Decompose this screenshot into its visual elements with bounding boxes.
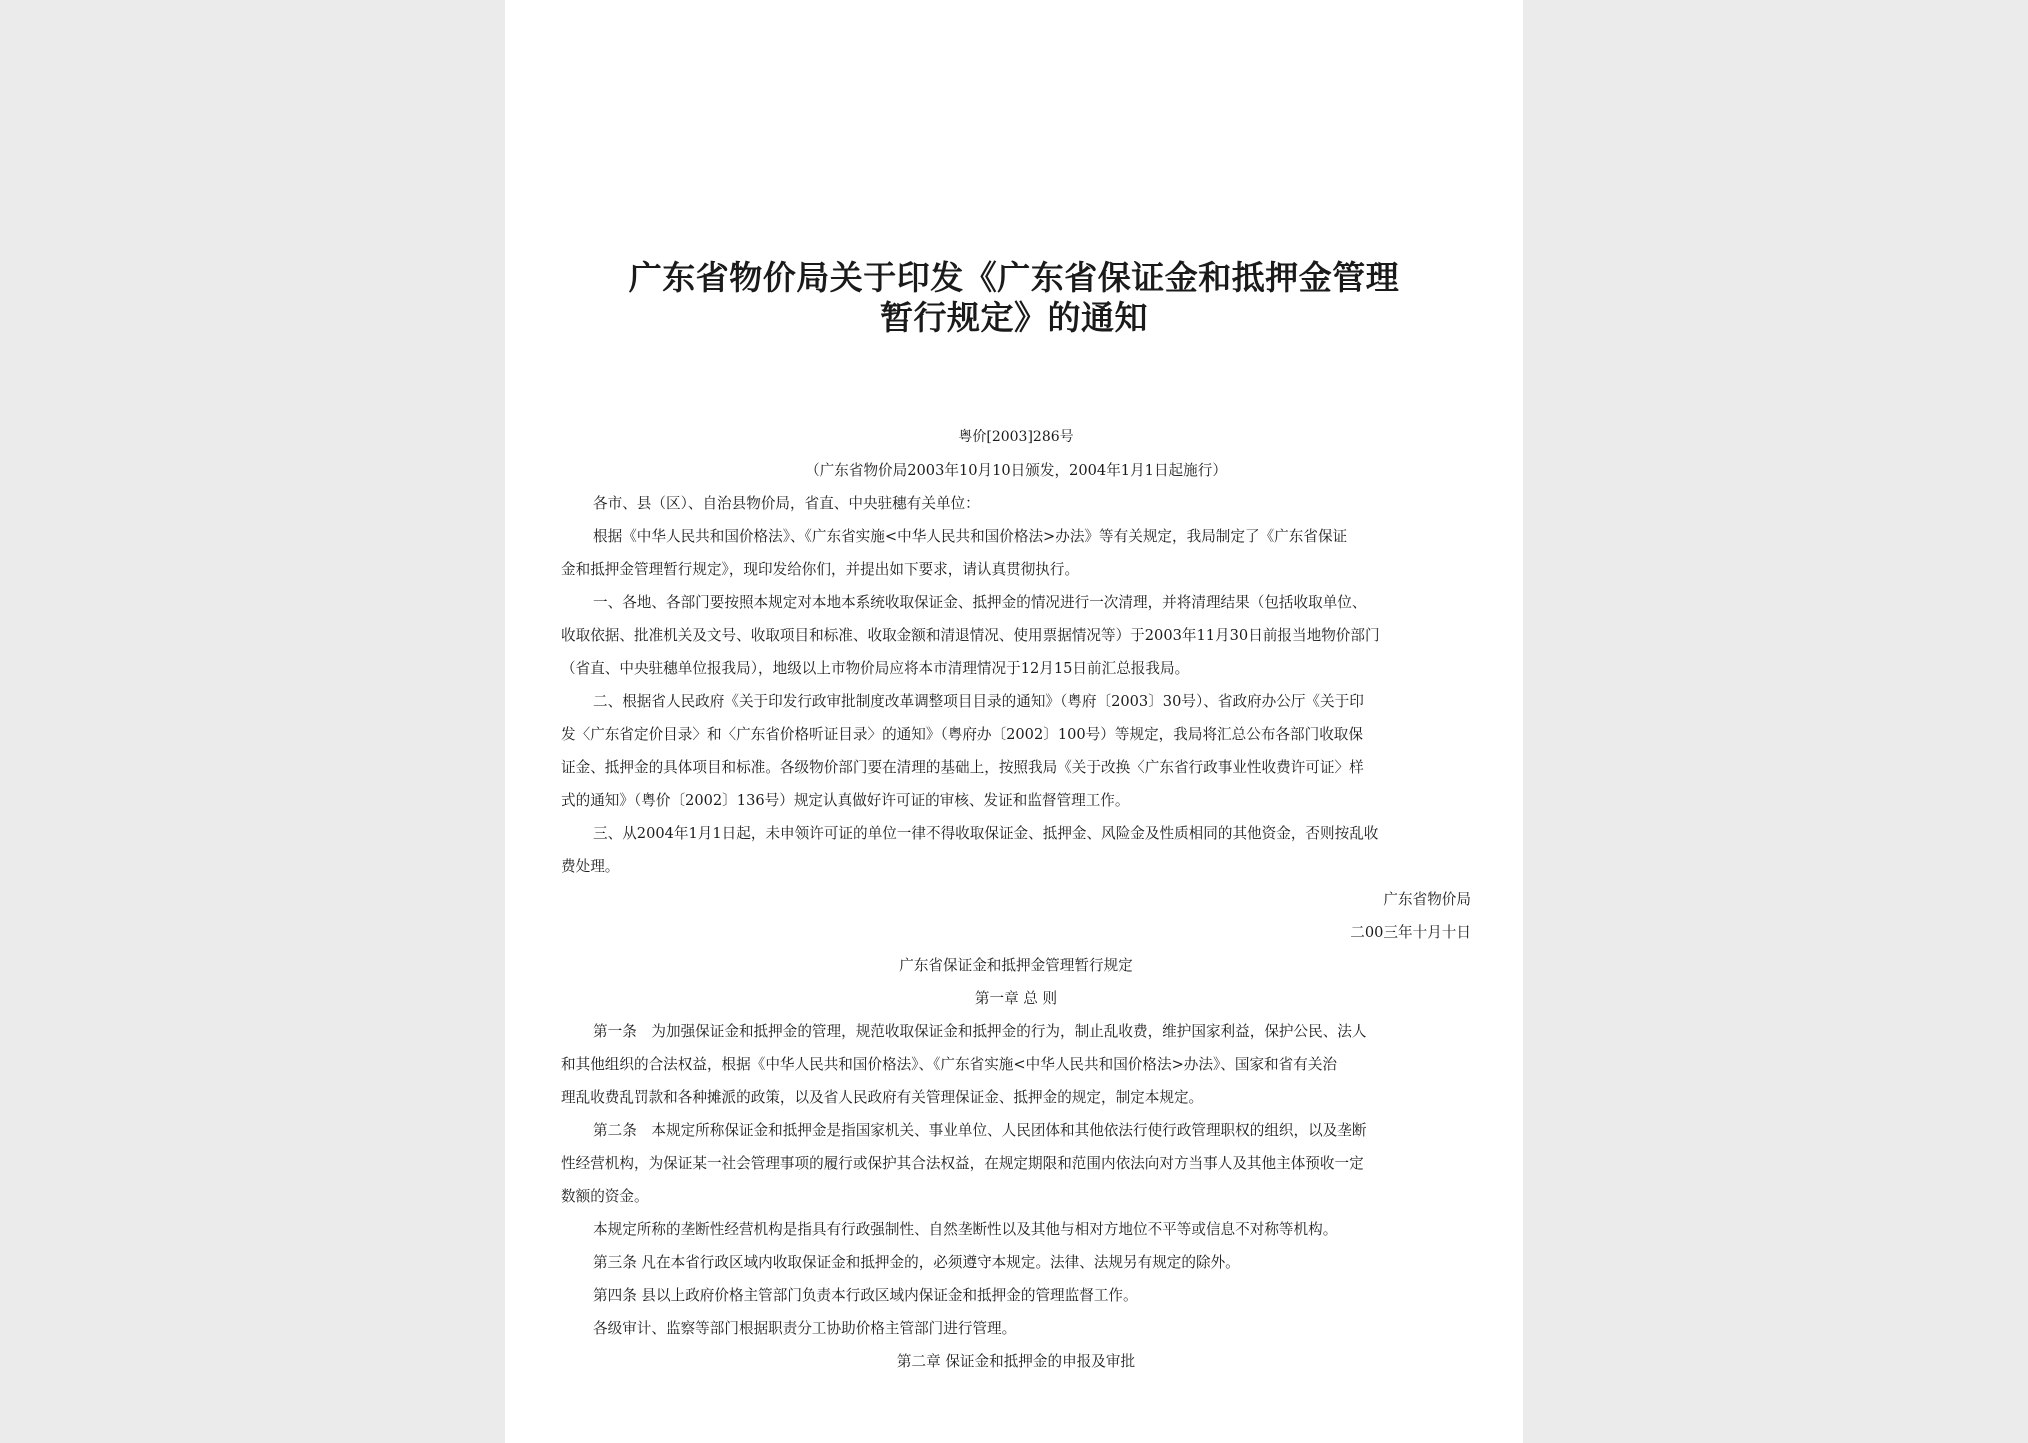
document-page: [505, 0, 1523, 1443]
title-line-1: 广东省物价局关于印发《广东省保证金和抵押金管理: [628, 258, 1400, 297]
article2-extra: 本规定所称的垄断性经营机构是指具有行政强制性、自然垄断性以及其他与相对方地位不平等或信息不对称等机构。: [593, 1221, 1338, 1238]
item2-line-4: 式的通知》（粤价〔2002〕136号）规定认真做好许可证的审核、发证和监督管理工作。: [561, 792, 1130, 809]
signer: 广东省物价局: [1383, 891, 1471, 908]
item2-line-2: 发〈广东省定价目录〉和〈广东省价格听证目录〉的通知》（粤府办〔2002〕100号）等规定，我局将汇总公布各部门收取保: [561, 726, 1363, 743]
article1-line-2: 和其他组织的合法权益，根据《中华人民共和国价格法》、《广东省实施<中华人民共和国价格法>办法》、国家和省有关治: [561, 1056, 1338, 1073]
item2-line-1: 二、根据省人民政府《关于印发行政审批制度改革调整项目目录的通知》（粤府〔2003〕30号）、省政府办公厅《关于印: [593, 693, 1364, 710]
article2-line-1: 第二条 本规定所称保证金和抵押金是指国家机关、事业单位、人民团体和其他依法行使行政管理职权的组织，以及垄断: [593, 1122, 1367, 1139]
chapter-1-title: 第一章 总 则: [974, 990, 1058, 1007]
document-number: 粤价[2003]286号: [958, 429, 1074, 445]
article1-line-1: 第一条 为加强保证金和抵押金的管理，规范收取保证金和抵押金的行为，制止乱收费，维护国家利益，保护公民、法人: [593, 1023, 1367, 1040]
article3: 第三条 凡在本省行政区域内收取保证金和抵押金的，必须遵守本规定。法律、法规另有规定的除外。: [593, 1254, 1240, 1271]
article4: 第四条 县以上政府价格主管部门负责本行政区域内保证金和抵押金的管理监督工作。: [593, 1287, 1138, 1304]
item1-line-3: （省直、中央驻穗单位报我局），地级以上市物价局应将本市清理情况于12月15日前汇总报我局。: [561, 660, 1190, 677]
article1-line-3: 理乱收费乱罚款和各种摊派的政策，以及省人民政府有关管理保证金、抵押金的规定，制定本规定。: [561, 1089, 1204, 1106]
addressee: 各市、县（区）、自治县物价局，省直、中央驻穗有关单位：: [593, 495, 980, 512]
item3-line-1: 三、从2004年1月1日起，未申领许可证的单位一律不得收取保证金、抵押金、风险金及性质相同的其他资金，否则按乱收: [593, 825, 1379, 842]
article2-line-2: 性经营机构，为保证某一社会管理事项的履行或保护其合法权益，在规定期限和范围内依法向对方当事人及其他主体预收一定: [561, 1155, 1364, 1172]
article4-extra: 各级审计、监察等部门根据职责分工协助价格主管部门进行管理。: [593, 1320, 1017, 1337]
document-title: [505, 258, 1523, 338]
intro-line-1: 根据《中华人民共和国价格法》、《广东省实施<中华人民共和国价格法>办法》等有关规定，我局制定了《广东省保证: [593, 528, 1348, 545]
item1-line-2: 收取依据、批准机关及文号、收取项目和标准、收取金额和清退情况、使用票据情况等）于2003年11月30日前报当地物价部门: [561, 627, 1380, 644]
document-body: [561, 421, 1471, 1378]
item3-line-2: 费处理。: [561, 858, 620, 875]
chapter-2-title: 第二章 保证金和抵押金的申报及审批: [896, 1353, 1136, 1370]
regulation-title: 广东省保证金和抵押金管理暂行规定: [899, 957, 1133, 974]
article2-line-3: 数额的资金。: [561, 1188, 649, 1205]
item2-line-3: 证金、抵押金的具体项目和标准。各级物价部门要在清理的基础上，按照我局《关于改换〈广东省行政事业性收费许可证〉样: [561, 759, 1364, 776]
item1-line-1: 一、各地、各部门要按照本规定对本地本系统收取保证金、抵押金的情况进行一次清理，并将清理结果（包括收取单位、: [593, 594, 1367, 611]
issue-date: 二00三年十月十日: [1350, 924, 1471, 941]
title-line-2: 暂行规定》的通知: [880, 298, 1148, 337]
issuance-note: （广东省物价局2003年10月10日颁发，2004年1月1日起施行）: [805, 462, 1227, 479]
intro-line-2: 金和抵押金管理暂行规定》，现印发给你们，并提出如下要求，请认真贯彻执行。: [561, 561, 1080, 578]
